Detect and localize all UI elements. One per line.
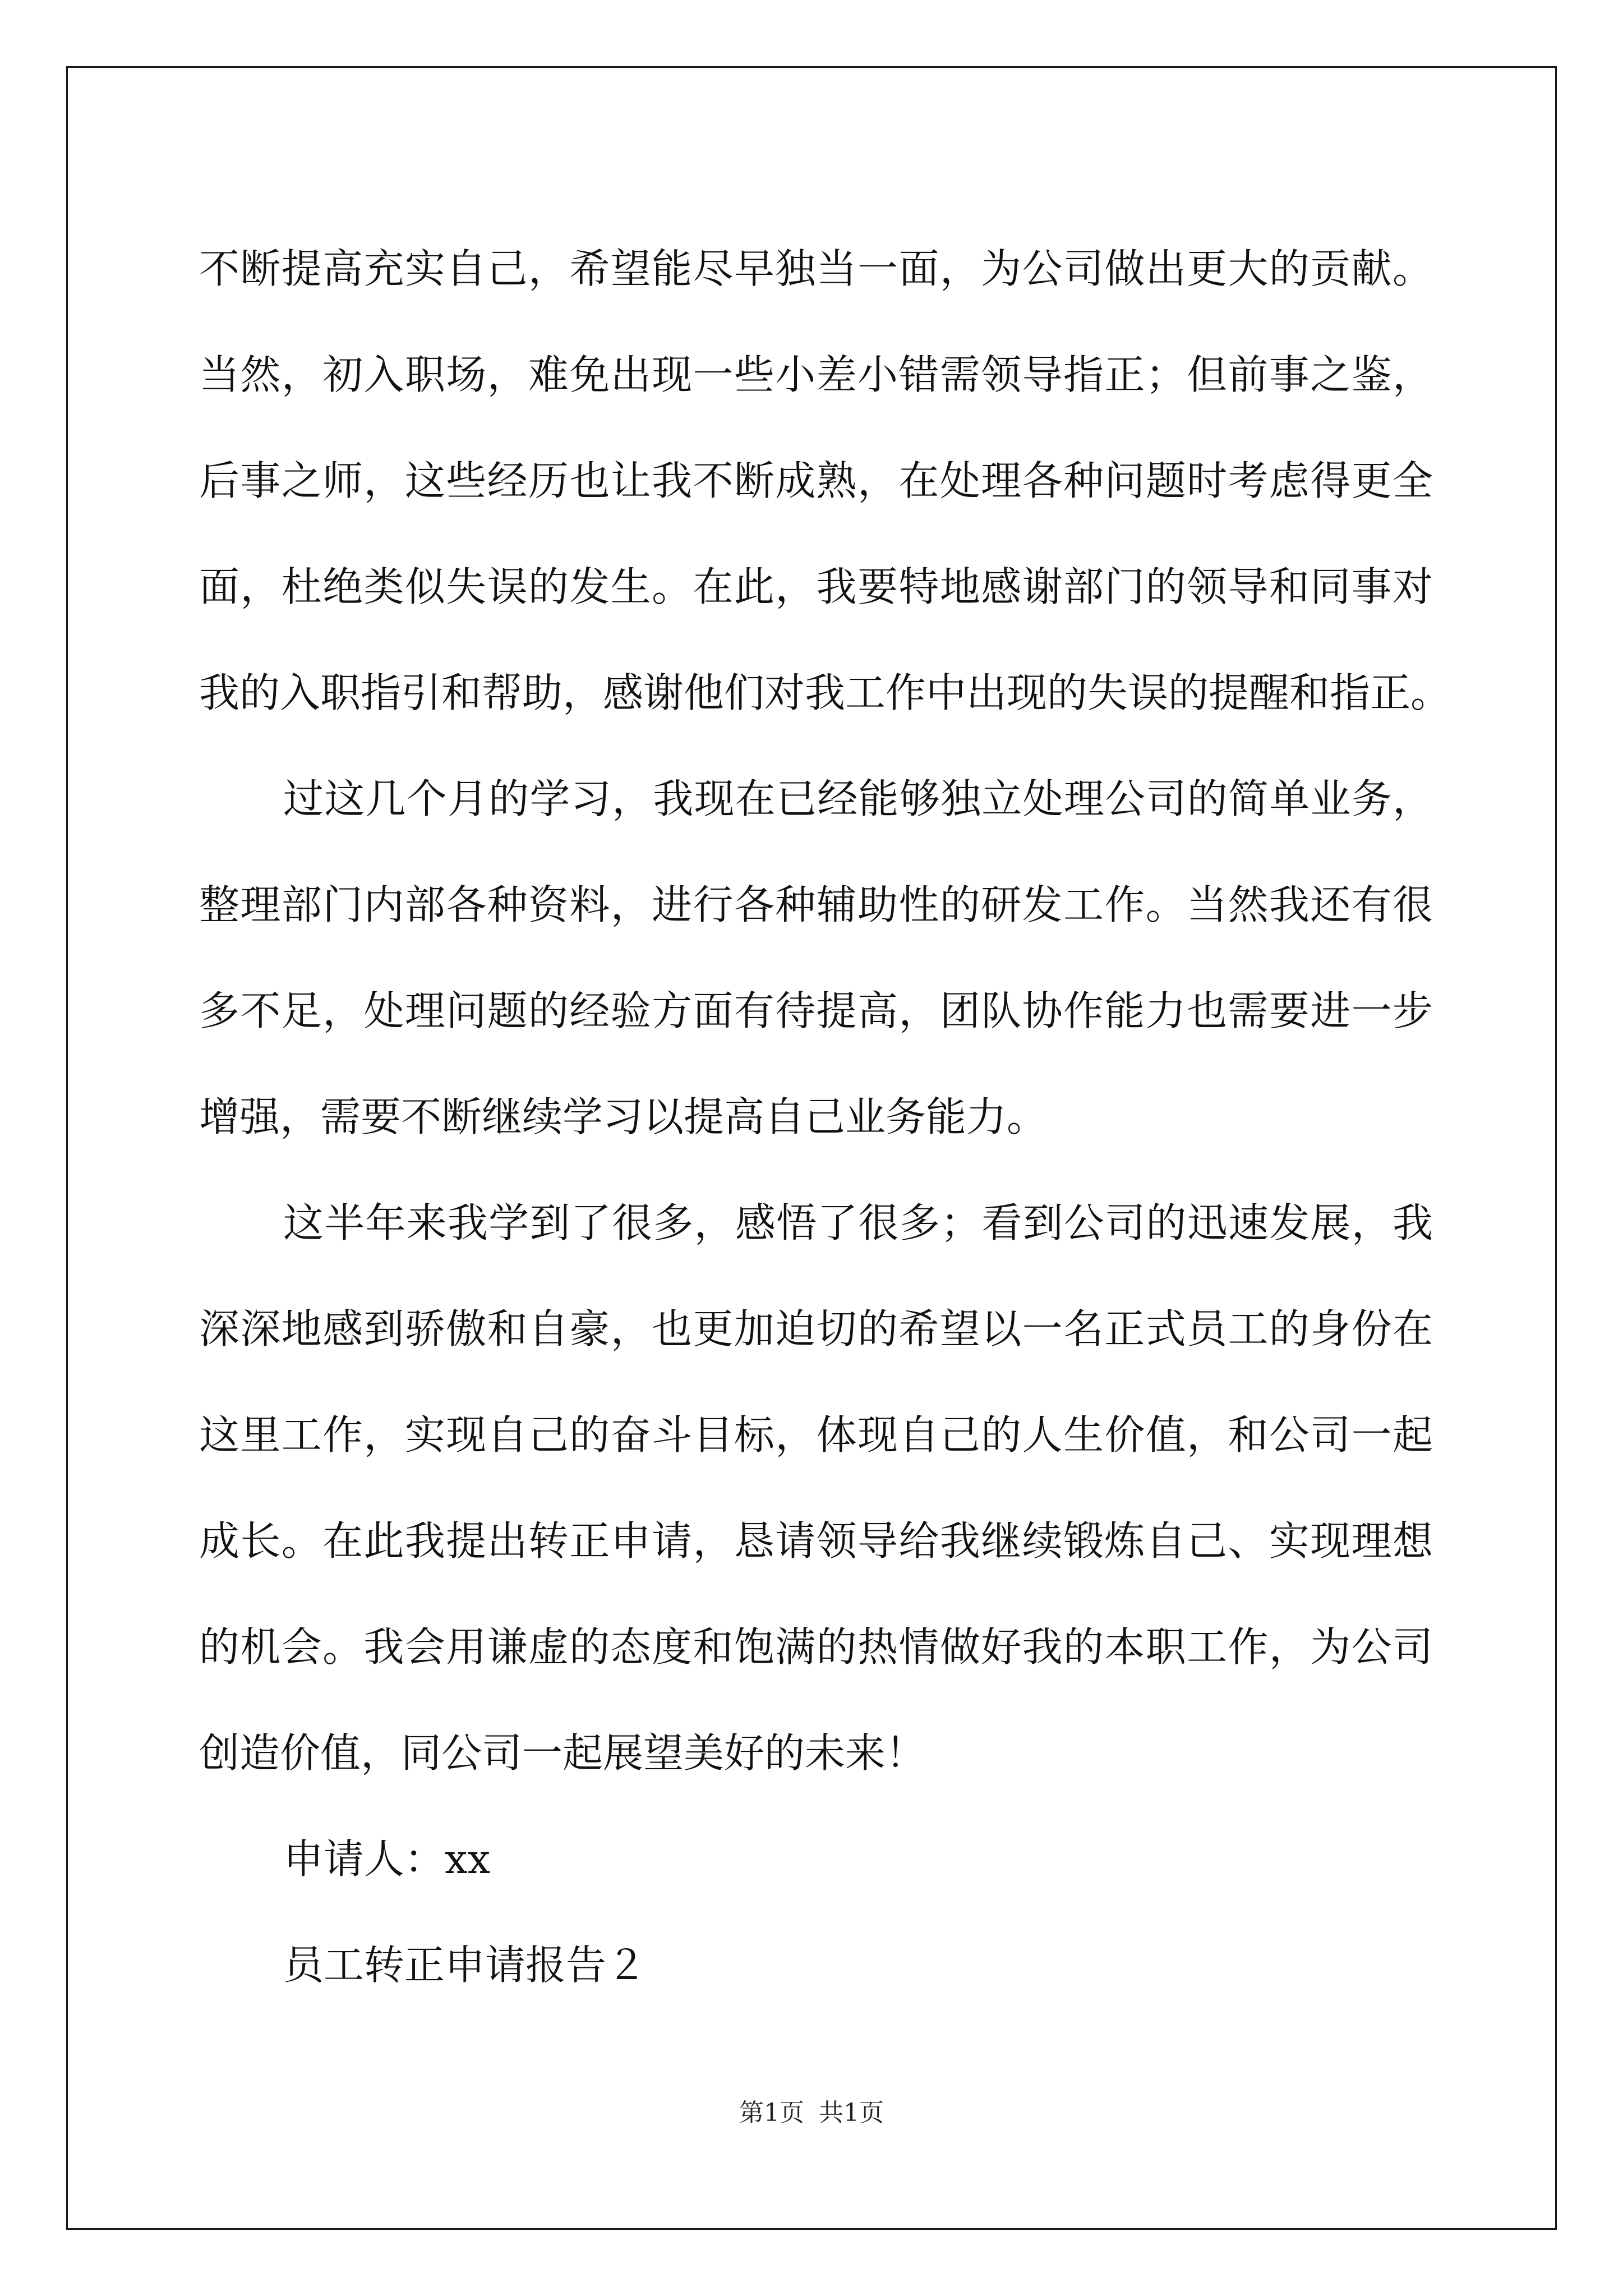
- text-line: 多不足，处理问题的经验方面有待提高，团队协作能力也需要进一步: [199, 987, 1433, 1034]
- text-line: 增强，需要不断继续学习以提高自己业务能力。: [199, 1093, 1048, 1140]
- applicant-line: 申请人：xx: [283, 1835, 491, 1883]
- text-line: 深深地感到骄傲和自豪，也更加迫切的希望以一名正式员工的身份在: [199, 1305, 1433, 1352]
- text-line: 当然，初入职场，难免出现一些小差小错需领导指正；但前事之鉴，: [199, 351, 1433, 398]
- text-line: 整理部门内部各种资料，进行各种辅助性的研发工作。当然我还有很: [199, 881, 1433, 928]
- paragraph-start-line: 这半年来我学到了很多，感悟了很多；看到公司的迅速发展，我: [283, 1199, 1433, 1246]
- section-heading: 员工转正申请报告２: [283, 1941, 647, 1989]
- page-number: 第1页: [739, 2099, 804, 2127]
- document-body: [199, 216, 1451, 2018]
- text-line: 这里工作，实现自己的奋斗目标，体现自己的人生价值，和公司一起: [199, 1411, 1433, 1458]
- paragraph-start-line: 过这几个月的学习，我现在已经能够独立处理公司的简单业务，: [283, 775, 1433, 822]
- text-line: 后事之师，这些经历也让我不断成熟，在处理各种问题时考虑得更全: [199, 457, 1433, 504]
- page-footer: [0, 2092, 1623, 2128]
- text-line: 成长。在此我提出转正申请，恳请领导给我继续锻炼自己、实现理想: [199, 1517, 1433, 1565]
- text-line: 创造价值，同公司一起展望美好的未来！: [199, 1729, 926, 1777]
- text-line: 不断提高充实自己，希望能尽早独当一面，为公司做出更大的贡献。: [199, 245, 1433, 292]
- text-line: 我的入职指引和帮助，感谢他们对我工作中出现的失误的提醒和指正。: [199, 669, 1451, 716]
- text-line: 的机会。我会用谦虚的态度和饱满的热情做好我的本职工作，为公司: [199, 1623, 1433, 1671]
- text-line: 面，杜绝类似失误的发生。在此，我要特地感谢部门的领导和同事对: [199, 563, 1433, 610]
- page-total: 共1页: [819, 2099, 884, 2127]
